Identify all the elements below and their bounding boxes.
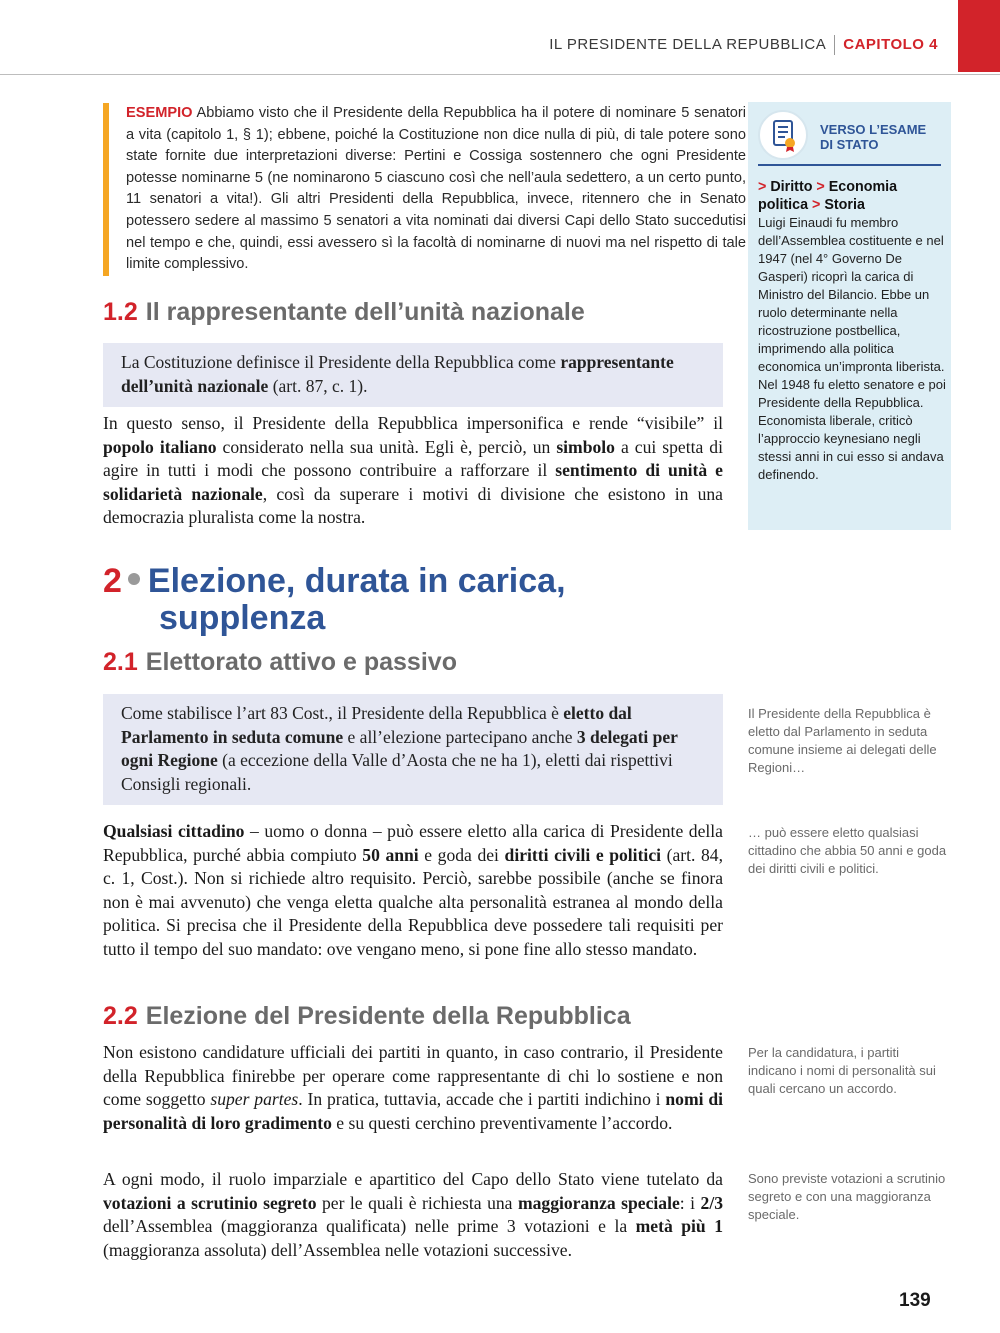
text-run: – uomo o donna – può essere eletto alla carica di Presidente della Repubblica, purché abbia compiuto bbox=[103, 821, 723, 865]
chevron-right-icon: > bbox=[758, 179, 767, 195]
exam-sidebar-box bbox=[748, 102, 951, 530]
section-title-line2: supplenza bbox=[159, 599, 326, 637]
definition-text: e all’elezione partecipano anche bbox=[343, 726, 577, 747]
chevron-right-icon: > bbox=[812, 197, 821, 213]
sidebar-title bbox=[820, 122, 926, 152]
page-number: 139 bbox=[899, 1290, 931, 1311]
definition-bold: 3 delegati per ogni Regione bbox=[121, 726, 678, 770]
margin-note: … può essere eletto qualsiasi cittadino che abbia 50 anni e goda dei diritti civili e politici. bbox=[748, 825, 947, 876]
text-run: considerato nella sua unità. Egli è, perciò, un bbox=[216, 436, 557, 457]
text-run: (maggioranza assoluta) dell’Assemblea nelle votazioni successive. bbox=[103, 1239, 573, 1260]
section-number: 2 bbox=[103, 562, 122, 600]
section-title-line1: Elezione, durata in carica, bbox=[147, 562, 566, 600]
section-heading-2-1 bbox=[103, 648, 457, 677]
esempio-tag: ESEMPIO bbox=[126, 105, 193, 121]
section-title: Elezione del Presidente della Repubblica bbox=[145, 1002, 631, 1030]
subject-label: Economia politica bbox=[758, 179, 898, 213]
margin-note: Il Presidente della Repubblica è eletto dal Parlamento in seduta comune insieme ai delegati delle Regioni… bbox=[748, 706, 937, 775]
esempio-box bbox=[103, 103, 746, 276]
section-number: 1.2 bbox=[103, 298, 138, 326]
sidebar-rule bbox=[758, 164, 941, 166]
bold-term: Qualsiasi cittadino bbox=[103, 821, 245, 841]
bold-term: votazioni a scrutinio segreto bbox=[103, 1192, 317, 1213]
section-heading-1-2 bbox=[103, 298, 585, 327]
section-number: 2.1 bbox=[103, 648, 138, 676]
paragraph-cittadino bbox=[103, 820, 723, 961]
subject-label: Storia bbox=[824, 197, 865, 213]
section-heading-2-2 bbox=[103, 1002, 631, 1031]
bold-term: simbolo bbox=[556, 436, 615, 457]
chapter-color-tab bbox=[958, 0, 1000, 72]
text-run: : i bbox=[679, 1192, 701, 1213]
bold-term: sentimento di unità e solidarietà nazionale bbox=[103, 460, 723, 504]
sidebar-text: Luigi Einaudi fu membro dell’Assemblea costituente e nel 1947 (nel 4° Governo De Gasperi) ricoprì la carica di Ministro del Bilancio. Ebbe un ruolo determinante nella ricostruzione postbellica, imprimendo alla politica economica un’impronta liberista. Nel 1948 fu eletto senatore e poi Presidente della Repubblica. Economista liberale, criticò l’approccio keynesiano negli stessi anni in cui esso si andava definendo. bbox=[758, 215, 946, 482]
running-header bbox=[549, 35, 938, 55]
text-run: dell’Assemblea (maggioranza qualificata) nelle prime 3 votazioni e la bbox=[103, 1216, 636, 1236]
definition-text: Come stabilisce l’art 83 Cost., il Presidente della Repubblica è bbox=[121, 703, 564, 723]
text-run: , così da superare i motivi di divisione che esistono in una democrazia pluralista come la nostra. bbox=[103, 483, 723, 527]
definition-text: (a eccezione della Valle d’Aosta che ne ha 1), eletti dai rispettivi Consigli regionali. bbox=[121, 750, 673, 794]
bold-term: 2/3 bbox=[700, 1192, 723, 1213]
definition-text: La Costituzione definisce il Presidente della Repubblica come bbox=[121, 352, 561, 372]
bold-term: maggioranza speciale bbox=[517, 1192, 680, 1213]
italic-term: super partes bbox=[210, 1089, 299, 1109]
section-title: Elettorato attivo e passivo bbox=[145, 648, 457, 676]
subject-label: Diritto bbox=[770, 179, 813, 195]
paragraph-unita bbox=[103, 412, 723, 530]
section-number: 2.2 bbox=[103, 1002, 138, 1030]
document-icon bbox=[758, 110, 808, 160]
bold-term: nomi di personalità di loro gradimento bbox=[103, 1089, 724, 1133]
section-title: Il rappresentante dell’unità nazionale bbox=[145, 298, 585, 326]
header-rule bbox=[0, 74, 1000, 75]
text-run: A ogni modo, il ruolo imparziale e apartitico del Capo dello Stato viene tutelato da bbox=[103, 1169, 723, 1189]
definition-text: (art. 87, c. 1). bbox=[268, 375, 368, 396]
chapter-section-heading-2 bbox=[103, 563, 566, 637]
text-run: (art. 84, c. 1, Cost.). Non si richiede altro requisito. Perciò, sarebbe possibile (anche se finora non è mai avvenuto) che venga eletta qualche alta personalità estranea al mondo della politica. Si precisa che il Presidente della Repubblica deve possedere tali requisiti per tutto il tempo del suo mandato: ove vengano meno, si pone fine allo stesso mandato. bbox=[103, 844, 723, 959]
text-run: . In pratica, tuttavia, accade che i partiti indichino i bbox=[298, 1089, 666, 1109]
chapter-label: CAPITOLO 4 bbox=[843, 35, 938, 53]
text-run: e su questi cerchino preventivamente l’accordo. bbox=[331, 1112, 673, 1133]
margin-note: Per la candidatura, i partiti indicano i nomi di personalità sui quali cercano un accordo. bbox=[748, 1045, 936, 1096]
definition-box bbox=[103, 694, 723, 805]
header-separator bbox=[834, 35, 835, 55]
sidebar-subjects bbox=[758, 178, 948, 214]
margin-note: Sono previste votazioni a scrutinio segreto e con una maggioranza speciale. bbox=[748, 1171, 946, 1222]
bullet-dot bbox=[128, 573, 140, 585]
bold-term: diritti civili e politici bbox=[504, 844, 662, 865]
definition-box bbox=[103, 343, 723, 407]
text-run: a cui spetta di agire in tutti i modi che possono contribuire a rafforzare il bbox=[103, 436, 723, 480]
definition-bold: rappresentante dell’unità nazionale bbox=[121, 352, 674, 396]
running-title: IL PRESIDENTE DELLA REPUBBLICA bbox=[549, 35, 827, 53]
text-run: In questo senso, il Presidente della Repubblica impersonifica e rende “visibile” il bbox=[103, 413, 723, 433]
sidebar-title-line1: VERSO L’ESAME bbox=[820, 122, 927, 137]
bold-term: popolo italiano bbox=[103, 436, 217, 457]
paragraph-votazioni bbox=[103, 1168, 723, 1262]
text-run: e goda dei bbox=[418, 844, 505, 865]
bold-term: metà più 1 bbox=[635, 1216, 724, 1236]
chevron-right-icon: > bbox=[816, 179, 825, 195]
text-run: per le quali è richiesta una bbox=[316, 1192, 518, 1213]
text-run: Non esistono candidature ufficiali dei partiti in quanto, in caso contrario, il Presidente della Repubblica finirebbe per operare come rappresentante di chi lo sostiene e non come soggetto bbox=[103, 1042, 723, 1109]
esempio-text: Abbiamo visto che il Presidente della Repubblica ha il potere di nominare 5 senatori a vita (capitolo 1, § 1); ebbene, poiché la Costituzione non dice nulla di più, di tale potere sono state fornite due interpretazioni diverse: Pertini e Cossiga sostennero che ogni Presidente potesse nominarne 5 (ne nominarono 5 ciascuno così che nell’aula sedettero, a un certo punto, 11 senatori a vita!). Gli altri Presidenti della Repubblica, invece, ritennero che in Senato potessero sedere al massimo 5 senatori a vita nominati dai diversi Capi dello Stato succedutisi nel tempo e che, quindi, essi avessero sì la facoltà di nominarne di nuovi ma nel rispetto di tale limite complessivo. bbox=[126, 105, 746, 273]
bold-term: 50 anni bbox=[362, 844, 419, 865]
paragraph-candidature bbox=[103, 1041, 723, 1135]
definition-bold: eletto dal Parlamento in seduta comune bbox=[121, 703, 632, 747]
sidebar-title-line2: DI STATO bbox=[820, 137, 879, 152]
